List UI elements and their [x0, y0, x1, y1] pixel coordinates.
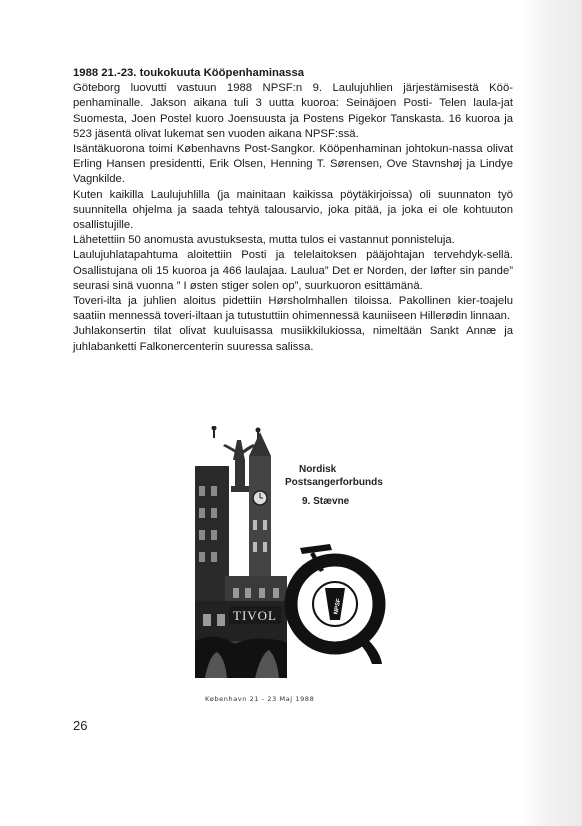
paragraph-4: Lähetettiin 50 anomusta avustuksesta, mutta tulos ei vastannut ponnisteluja.: [73, 234, 455, 247]
paragraph-6: Toveri-ilta ja juhlien aloitus pidettiin Hørsholmhallen tiloissa. Pakollinen kier-toajelu saatiin mennessä toveri-iltaan ja tutustuttiin ohimennessä kauniiseen Hillerødin linnaan.: [73, 295, 513, 323]
article-text: [73, 66, 513, 355]
event-poster: [187, 420, 387, 708]
poster-title-line-3: 9. Stævne: [302, 496, 350, 507]
paragraph-2: Isäntäkuorona toimi Københavns Post-Sangkor. Kööpenhaminan johtokun-nassa olivat Erling Hansen presidentti, Erik Olsen, Henning T. Sørensen, Ove Stavnshøj ja Lindye Vagnkilde.: [73, 143, 513, 186]
post-horn-logo: [280, 540, 390, 668]
poster-date-line: København 21 - 23 Maj 1988: [205, 695, 315, 703]
page-number: 26: [73, 718, 88, 733]
poster-title-line-1: Nordisk: [299, 464, 337, 475]
poster-title-line-2: Postsangerforbunds: [285, 477, 383, 488]
paragraph-7: Juhlakonsertin tilat olivat kuuluisassa musiikkilukiossa, nimeltään Sankt Annæ ja juhlabanketti Falkonercenterin suuressa salissa.: [73, 325, 513, 353]
paragraph-1: Göteborg luovutti vastuun 1988 NPSF:n 9. Laulujuhlien järjestämisestä Köö-penhaminalle. Jakson aikana tuli 3 uutta kuoroa: Seinäjoen Posti- Telen laula-jat Suomesta, Joen Postel kuoro Joensuusta ja Postens Pigekor Tanskasta. 16 kuoroa ja 523 jäsentä olivat lukemat sen vuoden aikana NPSF:ssä.: [73, 82, 513, 140]
logo-text: NPSF: [333, 598, 343, 615]
paragraph-3: Kuten kaikilla Laulujuhlilla (ja mainitaan kaikissa pöytäkirjoissa) oli suunnaton työ suunnitella ohjelma ja saada tehtyä talousarvio, joka pitää, ja joka ei ole kohtuuton osallistujille.: [73, 188, 513, 232]
tivoli-sign-text: TIVOL: [233, 608, 277, 623]
page-edge-shadow: [520, 0, 582, 826]
paragraph-5: Laulujuhlatapahtuma aloitettiin Posti ja telelaitoksen pääjohtajan tervehdyk-sellä. Osallistujana oli 15 kuoroa ja 466 laulajaa. Laulua” Det er Norden, der løfter sin pande” seurasi sinä vuonna ” I østen stiger solen op”, suurkuoron esittämänä.: [73, 249, 513, 292]
section-heading: 1988 21.-23. toukokuuta Kööpenhaminassa: [73, 67, 305, 79]
poster-title: [285, 463, 405, 508]
city-illustration: [195, 426, 287, 678]
